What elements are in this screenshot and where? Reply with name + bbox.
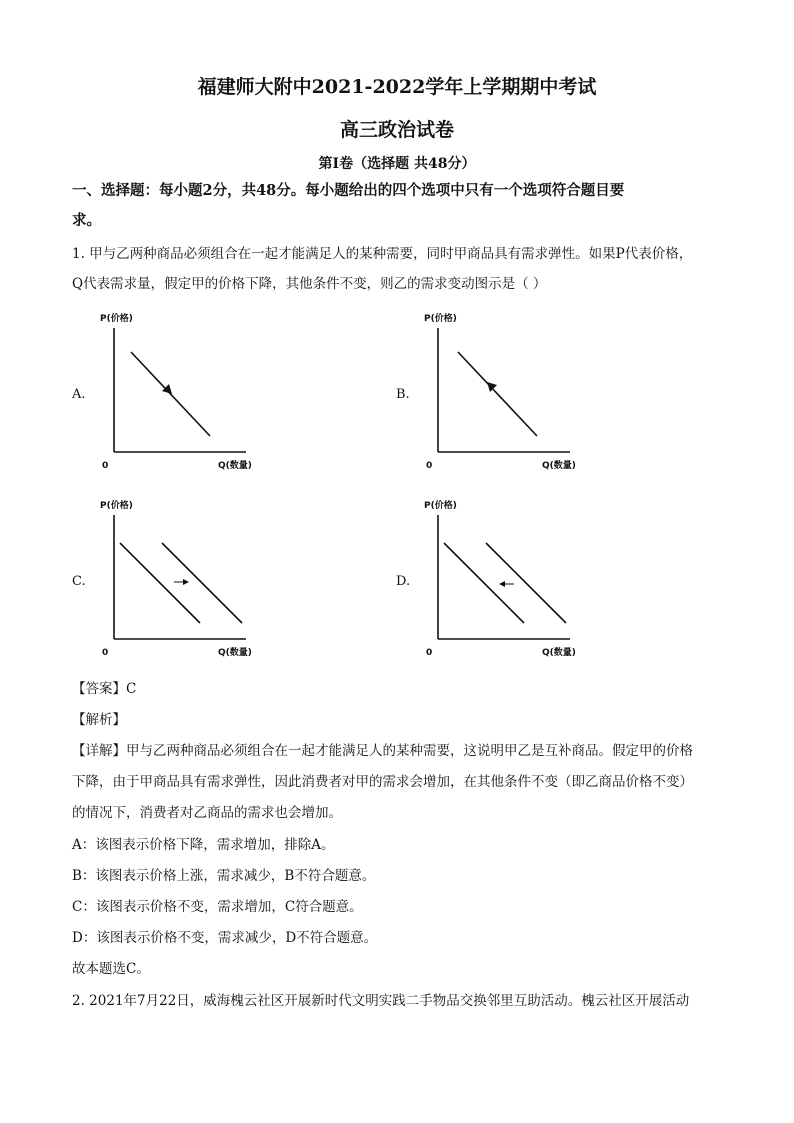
section-heading-line2: 求。 (72, 212, 101, 229)
p-axis-label: P(价格) (424, 501, 457, 511)
origin-label: 0 (426, 648, 433, 658)
up-arrow-icon (487, 382, 497, 392)
demand-curve-shifted (444, 543, 524, 623)
option-a-label: A. (72, 387, 86, 402)
origin-label: 0 (102, 461, 109, 471)
explain-d: D：该图表示价格不变，需求减少，D不符合题意。 (72, 930, 378, 946)
option-d-label: D. (396, 574, 411, 589)
right-arrow-head-icon (183, 579, 189, 585)
exam-subtitle: 高三政治试卷 (339, 119, 454, 141)
analysis-tag: 【解析】 (72, 712, 126, 728)
origin-label: 0 (102, 648, 109, 658)
section-heading-line1: 一、选择题：每小题2分，共48分。每小题给出的四个选项中只有一个选项符合题目要 (72, 182, 625, 199)
p-axis-label: P(价格) (100, 314, 133, 324)
detail-line1 (72, 745, 693, 759)
option-a-graph (96, 310, 276, 475)
explain-b: B：该图表示价格上涨，需求减少，B不符合题意。 (72, 868, 376, 884)
answer-value: C (126, 681, 137, 697)
option-b-graph (420, 310, 600, 475)
q1-stem-line2: Q代表需求量，假定甲的价格下降，其他条件不变，则乙的需求变动图示是（ ） (72, 276, 547, 292)
q-axis-label: Q(数量) (542, 461, 576, 471)
q-axis-label: Q(数量) (218, 461, 252, 471)
demand-curve-original (120, 543, 200, 623)
demand-curve-shifted (162, 543, 242, 623)
q-axis-label: Q(数量) (218, 648, 252, 658)
conclusion: 故本题选C。 (72, 961, 150, 977)
explain-c: C：该图表示价格不变，需求增加，C符合题意。 (72, 899, 363, 915)
p-axis-label: P(价格) (424, 314, 457, 324)
option-d-graph (420, 497, 600, 662)
q1-stem-line1: 1. 甲与乙两种商品必须组合在一起才能满足人的某种需要，同时甲商品具有需求弹性。如果P代表价格， (72, 246, 693, 262)
demand-curve (458, 352, 537, 436)
option-b-label: B. (396, 387, 410, 402)
detail-text: 甲与乙两种商品必须组合在一起才能满足人的某种需要，这说明甲乙是互补商品。假定甲的价格 (126, 743, 693, 759)
exam-title: 福建师大附中2021-2022学年上学期期中考试 (197, 76, 597, 98)
answer-tag: 【答案】 (72, 681, 126, 697)
detail-line3: 的情况下，消费者对乙商品的需求也会增加。 (72, 805, 342, 821)
p-axis-label: P(价格) (100, 501, 133, 511)
q2-stem-line1: 2. 2021年7月22日，威海槐云社区开展新时代文明实践二手物品交换邻里互助活动。槐云社区开展活动 (72, 993, 690, 1009)
detail-tag: 【详解】 (72, 743, 126, 759)
explain-a: A：该图表示价格下降，需求增加，排除A。 (72, 837, 335, 853)
q-axis-label: Q(数量) (542, 648, 576, 658)
demand-curve (131, 352, 210, 436)
detail-line2: 下降，由于甲商品具有需求弹性，因此消费者对甲的需求会增加，在其他条件不变（即乙商品价格不变） (72, 774, 693, 790)
answer-line (72, 683, 136, 697)
demand-curve-original (486, 543, 566, 623)
left-arrow-head-icon (499, 581, 505, 587)
origin-label: 0 (426, 461, 433, 471)
part-heading: 第Ⅰ卷（选择题 共48分） (318, 156, 476, 172)
option-c-graph (96, 497, 276, 662)
option-c-label: C. (72, 574, 86, 589)
